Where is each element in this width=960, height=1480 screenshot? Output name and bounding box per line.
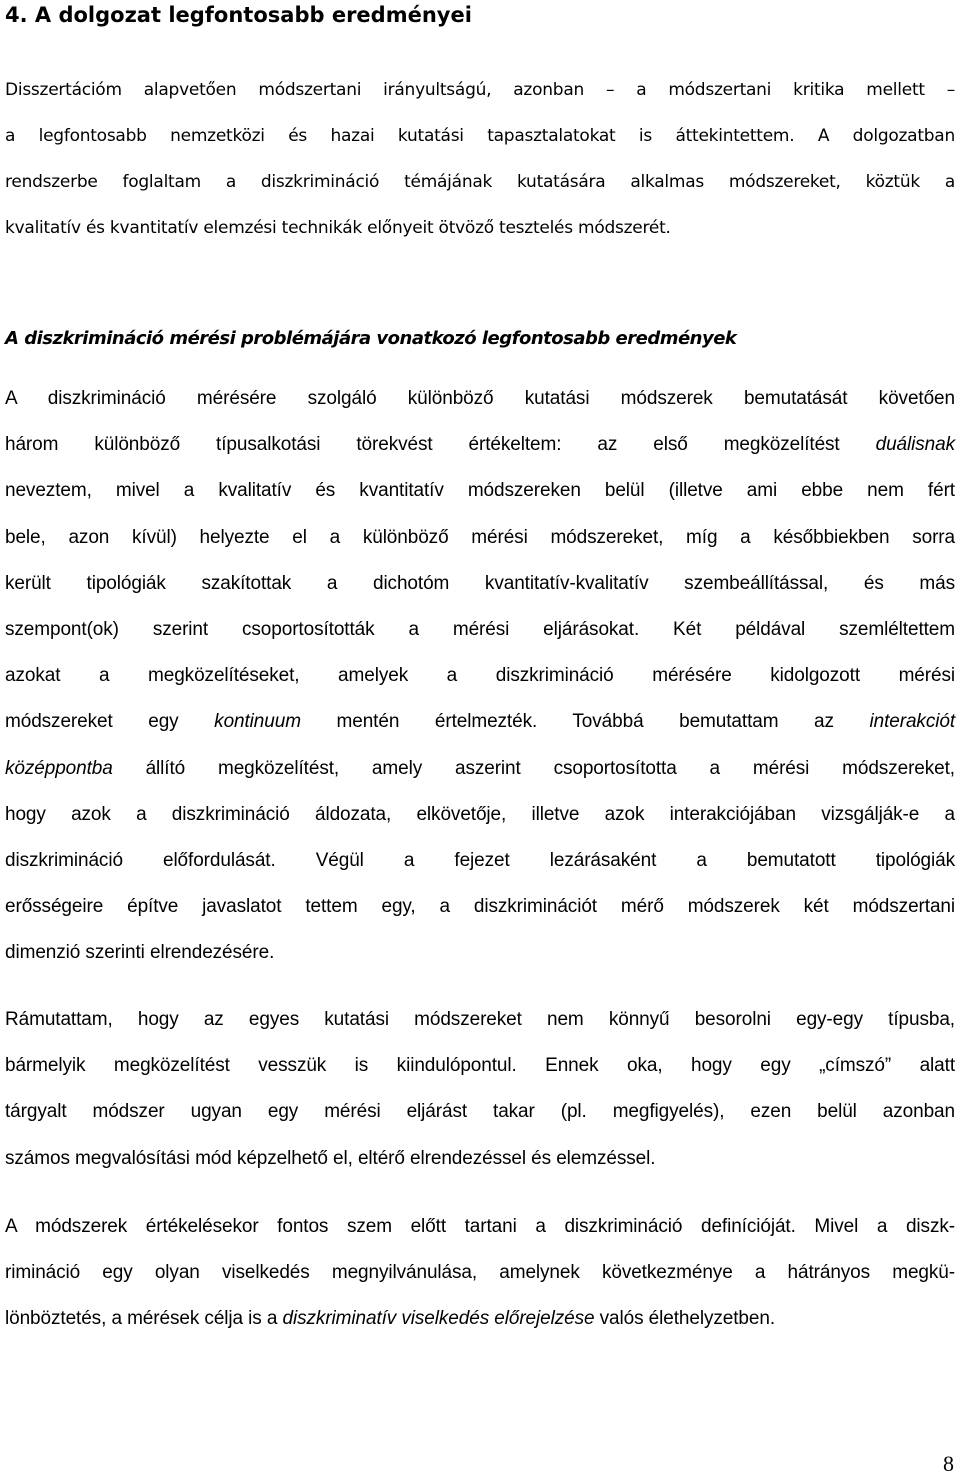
text-line: számos megvalósítási mód képzelhető el, eltérő elrendezéssel és elemzéssel. [5,1147,656,1169]
intro-line: rendszerbe foglaltam a diszkrimináció témájának kutatására alkalmas módszereket, köztük a [5,172,955,192]
text-line [5,422,955,468]
text-line [5,699,955,745]
text-line: A diszkrimináció mérésére szolgáló különböző kutatási módszerek bemutatását követően [5,388,955,409]
intro-line: kvalitatív és kvantitatív elemzési technikák előnyeit ötvöző tesztelés módszerét. [5,218,671,238]
italic-term: kontinuum [214,711,301,733]
text-line: diszkrimináció előfordulását. Végül a fejezet lezárásaként a bemutatott tipológiák [5,850,955,872]
text-line: neveztem, mivel a kvalitatív és kvantitatív módszereken belül (illetve ami ebbe nem fért [5,480,955,502]
paragraph-typologies [5,376,955,977]
italic-term: interakciót [869,711,955,733]
text-run: valós élethelyzetben. [594,1308,775,1330]
italic-term: duálisnak [875,434,955,456]
text-run: mentén értelmezték. Továbbá bemutattam az [300,711,870,733]
text-line: került tipológiák szakítottak a dichotóm kvantitatív-kvalitatív szembeállítással, és más [5,572,955,594]
text-line: szempont(ok) szerint csoportosították a mérési eljárásokat. Két példával szemléltettem [5,619,955,641]
text-line: bele, azon kívül) helyezte el a különböző mérési módszereket, míg a későbbiekben sorra [5,526,955,548]
text-line: Rámutattam, hogy az egyes kutatási módszereket nem könnyű besorolni egy-egy típusba, [5,1009,955,1030]
text-line: azokat a megközelítéseket, amelyek a diszkrimináció mérésére kidolgozott mérési [5,665,955,687]
text-line: rimináció egy olyan viselkedés megnyilvánulása, amelynek következménye a hátrányos megkü- [5,1262,955,1284]
text-line: dimenzió szerinti elrendezésére. [5,942,275,964]
subsection-heading: A diszkrimináció mérési problémájára vonatkozó legfontosabb eredmények [5,328,737,349]
text-line: tárgyalt módszer ugyan egy mérési eljárást takar (pl. megfigyelés), ezen belül azonban [5,1101,955,1123]
text-line [5,1296,955,1342]
text-line: bármelyik megközelítést vesszük is kiindulópontul. Ennek oka, hogy egy „címszó” alatt [5,1055,955,1077]
section-heading: 4. A dolgozat legfontosabb eredményei [5,3,472,27]
text-run: módszereket egy [5,711,215,733]
intro-paragraph [5,67,955,251]
page-number: 8 [943,1451,954,1476]
paragraph-classification [5,997,955,1182]
text-line: hogy azok a diszkrimináció áldozata, elkövetője, illetve azok interakciójában vizsgálják-e a [5,803,955,825]
text-run: három különböző típusalkotási törekvést értékeltem: az első megközelítést [5,434,876,456]
text-run: lönböztetés, a mérések célja is a [5,1308,283,1330]
italic-term: diszkriminatív viselkedés előrejelzése [282,1308,595,1330]
intro-line: Disszertációm alapvetően módszertani irányultságú, azonban – a módszertani kritika mellett – [5,80,955,100]
text-run: állító megközelítést, amely aszerint csoportosította a mérési módszereket, [112,757,955,779]
text-line: erősségeire építve javaslatot tettem egy, a diszkriminációt mérő módszerek két módszertani [5,896,955,918]
paragraph-definition [5,1204,955,1343]
italic-term: középpontba [5,757,113,779]
text-line: A módszerek értékelésekor fontos szem előtt tartani a diszkrimináció definícióját. Mivel a diszk- [5,1216,955,1237]
intro-line: a legfontosabb nemzetközi és hazai kutatási tapasztalatokat is áttekintettem. A dolgozatban [5,126,955,146]
text-line [5,746,955,792]
